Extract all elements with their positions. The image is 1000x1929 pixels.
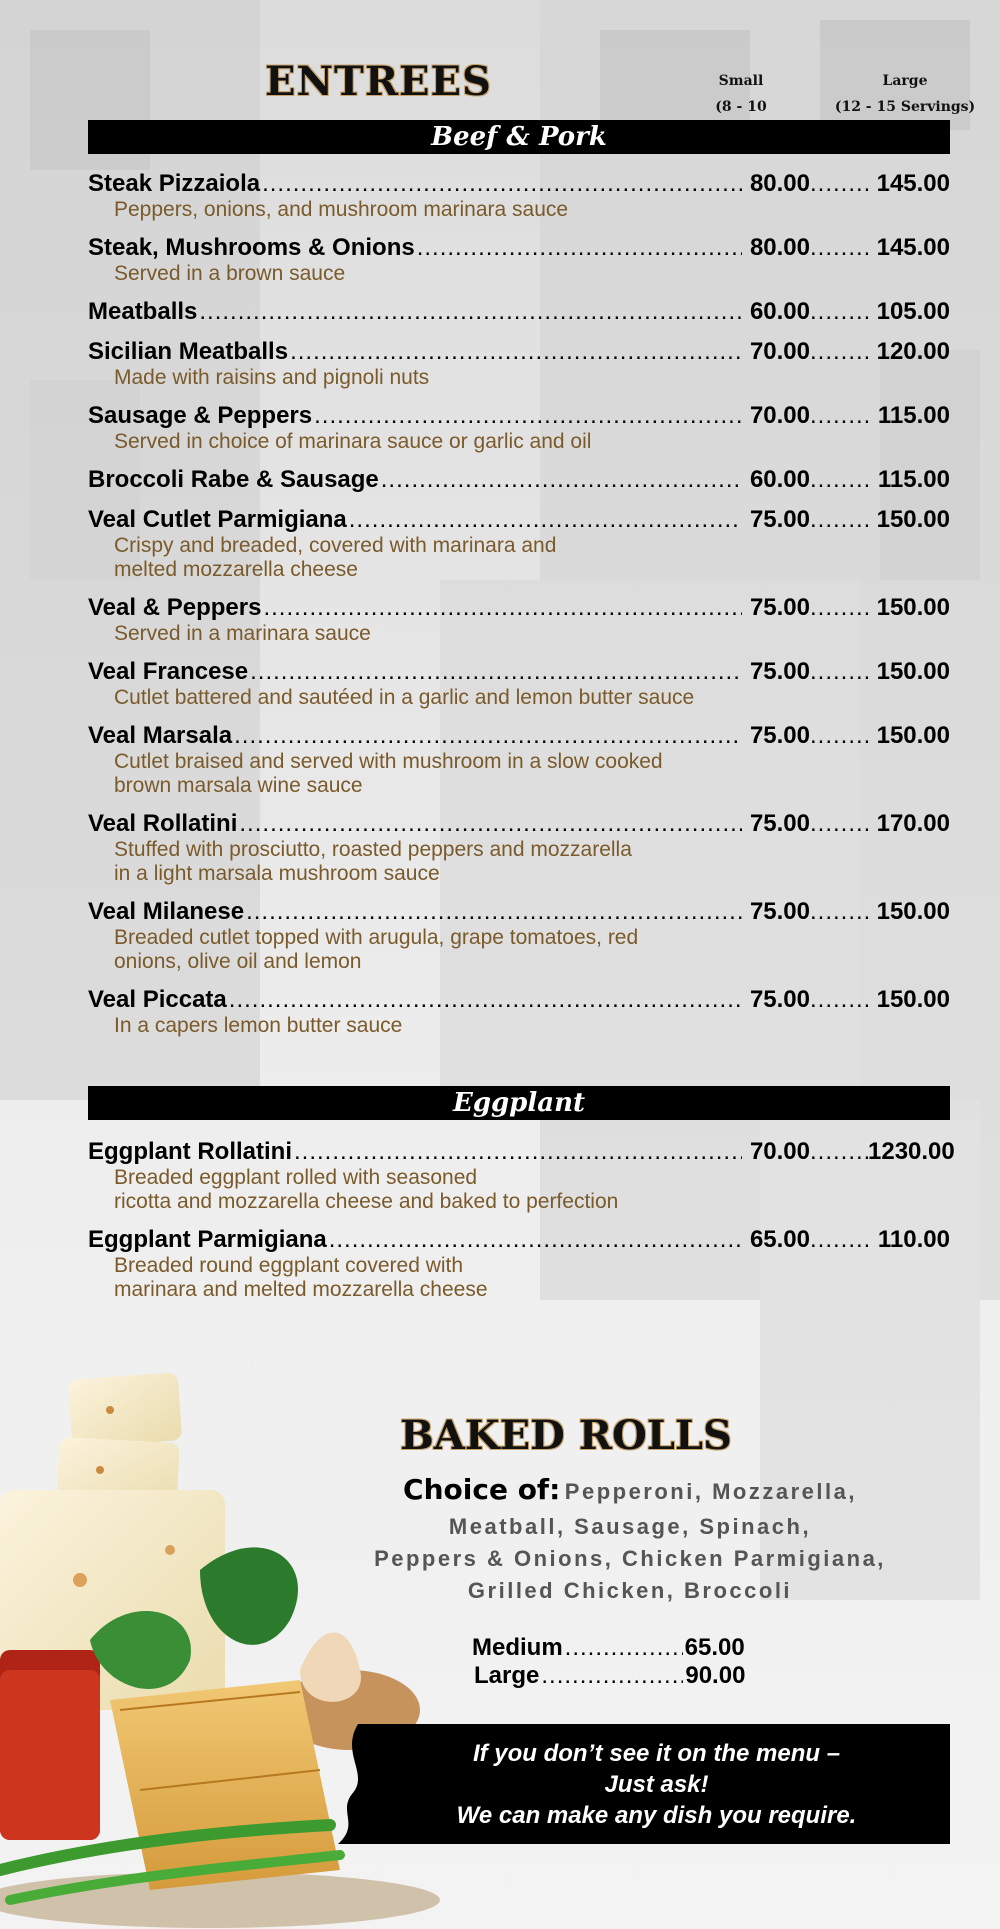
- menu-item: [88, 502, 950, 582]
- menu-item-description: Served in a brown sauce: [114, 262, 346, 285]
- price-small: 75.00: [749, 898, 810, 925]
- price-small: 80.00: [749, 170, 810, 197]
- menu-item-row: [88, 718, 950, 750]
- menu-item-name: Veal Cutlet Parmigiana: [88, 506, 347, 533]
- roll-price-row: [472, 1634, 745, 1662]
- dot-leader: [810, 1138, 868, 1166]
- menu-item-description: onions, olive oil and lemon: [114, 950, 362, 973]
- menu-item-row: [88, 1222, 950, 1254]
- dot-leader: [294, 1138, 742, 1166]
- custom-order-note: [363, 1724, 950, 1844]
- dot-leader: [234, 722, 742, 750]
- menu-item-row: [88, 502, 950, 534]
- dot-leader: [381, 466, 742, 494]
- note-line: If you don’t see it on the menu –: [472, 1740, 841, 1767]
- dot-leader: [810, 234, 868, 262]
- menu-item-description: Peppers, onions, and mushroom marinara sauce: [114, 198, 569, 221]
- menu-item-description: Served in choice of marinara sauce or garlic and oil: [114, 430, 592, 453]
- entrees-title: ENTREES: [265, 58, 492, 105]
- menu-item: [88, 1222, 950, 1302]
- menu-item-description: Cutlet battered and sautéed in a garlic and lemon butter sauce: [114, 686, 695, 709]
- menu-item-name: Sausage & Peppers: [88, 402, 313, 429]
- dot-leader: [417, 234, 742, 262]
- menu-item: [88, 590, 950, 646]
- dot-leader: [329, 1226, 742, 1254]
- price-large: 145.00: [876, 234, 950, 261]
- menu-item-row: [88, 230, 950, 262]
- price-small: 75.00: [749, 810, 810, 837]
- dot-leader: [810, 658, 868, 686]
- dot-leader: [810, 594, 868, 622]
- menu-item: [88, 982, 950, 1038]
- dot-leader: [810, 466, 868, 494]
- dot-leader: [290, 338, 742, 366]
- price-small: 75.00: [749, 658, 810, 685]
- section-header-eggplant: Eggplant: [88, 1086, 950, 1120]
- menu-item-row: [88, 398, 950, 430]
- menu-item-description: Crispy and breaded, covered with marinara and: [114, 534, 557, 557]
- dot-leader: [810, 298, 868, 326]
- price-large: 170.00: [876, 810, 950, 837]
- price-small: 75.00: [749, 722, 810, 749]
- roll-price-row: [472, 1662, 745, 1690]
- menu-item-row: [88, 294, 950, 326]
- menu-item-description: brown marsala wine sauce: [114, 774, 363, 797]
- dot-leader: [263, 594, 742, 622]
- note-line: We can make any dish you require.: [456, 1802, 857, 1829]
- choice-line: Pepperoni, Mozzarella,: [564, 1479, 857, 1504]
- price-small: 75.00: [749, 594, 810, 621]
- menu-item-name: Eggplant Parmigiana: [88, 1226, 327, 1253]
- price-small: 80.00: [749, 234, 810, 261]
- roll-size: Large: [474, 1662, 540, 1689]
- baked-rolls-choices: [350, 1474, 910, 1607]
- menu-item: [88, 398, 950, 454]
- menu-item-description: Breaded eggplant rolled with seasoned: [114, 1166, 478, 1189]
- size-small-servings: (8 - 10: [715, 99, 767, 115]
- price-small: 60.00: [749, 466, 810, 493]
- menu-item: [88, 894, 950, 974]
- menu-item-row: [88, 894, 950, 926]
- dot-leader: [250, 658, 742, 686]
- roll-size: Medium: [472, 1634, 563, 1661]
- menu-item-description: Breaded cutlet topped with arugula, grape tomatoes, red: [114, 926, 639, 949]
- price-large: 105.00: [876, 298, 950, 325]
- roll-price-list: [472, 1634, 745, 1690]
- menu-item-name: Veal Milanese: [88, 898, 245, 925]
- roll-price: 90.00: [685, 1662, 746, 1689]
- price-large: 110.00: [877, 1226, 950, 1253]
- menu-item-description: Stuffed with prosciutto, roasted peppers and mozzarella: [114, 838, 632, 861]
- dot-leader: [199, 298, 742, 326]
- dot-leader: [810, 1226, 868, 1254]
- menu-item-description: melted mozzarella cheese: [114, 558, 358, 581]
- dot-leader: [246, 898, 742, 926]
- price-large: 150.00: [876, 898, 950, 925]
- menu-item-name: Steak, Mushrooms & Onions: [88, 234, 415, 261]
- price-large: 145.00: [876, 170, 950, 197]
- menu-item-description: Served in a marinara sauce: [114, 622, 371, 645]
- menu-item-description: Cutlet braised and served with mushroom in a slow cooked: [114, 750, 663, 773]
- menu-item-name: Meatballs: [88, 298, 198, 325]
- price-small: 70.00: [749, 402, 810, 429]
- menu-item-row: [88, 1134, 955, 1166]
- menu-item: [88, 334, 950, 390]
- price-large: 115.00: [877, 466, 950, 493]
- menu-item-row: [88, 334, 950, 366]
- price-small: 65.00: [749, 1226, 810, 1253]
- dot-leader: [810, 170, 868, 198]
- dot-leader: [810, 898, 868, 926]
- dot-leader: [565, 1634, 683, 1662]
- menu-item-name: Steak Pizzaiola: [88, 170, 261, 197]
- menu-item: [88, 294, 950, 326]
- price-small: 60.00: [749, 298, 810, 325]
- price-large: 150.00: [876, 506, 950, 533]
- menu-item: [88, 462, 950, 494]
- choice-line: Grilled Chicken, Broccoli: [467, 1578, 793, 1603]
- menu-item-name: Veal Francese: [88, 658, 249, 685]
- menu-item-name: Veal & Peppers: [88, 594, 262, 621]
- dot-leader: [810, 986, 868, 1014]
- menu-item-name: Broccoli Rabe & Sausage: [88, 466, 379, 493]
- price-small: 75.00: [749, 506, 810, 533]
- eggplant-item-list: [88, 1134, 955, 1310]
- dot-leader: [810, 402, 868, 430]
- menu-item: [88, 166, 950, 222]
- price-large: 150.00: [876, 658, 950, 685]
- menu-item-name: Eggplant Rollatini: [88, 1138, 292, 1165]
- menu-item-name: Veal Piccata: [88, 986, 227, 1013]
- dot-leader: [239, 810, 742, 838]
- menu-item-description: Breaded round eggplant covered with: [114, 1254, 464, 1277]
- price-small: 75.00: [749, 986, 810, 1013]
- roll-price: 65.00: [684, 1634, 745, 1661]
- price-small: 70.00: [749, 1138, 810, 1165]
- menu-item-row: [88, 166, 950, 198]
- menu-item-row: [88, 654, 950, 686]
- section-header-beef-pork: Beef & Pork: [88, 120, 950, 154]
- note-line: Just ask!: [604, 1771, 709, 1798]
- menu-item-description: marinara and melted mozzarella cheese: [114, 1278, 488, 1301]
- dot-leader: [262, 170, 742, 198]
- menu-item-row: [88, 806, 950, 838]
- dot-leader: [229, 986, 742, 1014]
- menu-item-description: In a capers lemon butter sauce: [114, 1014, 403, 1037]
- price-large: 150.00: [876, 986, 950, 1013]
- dot-leader: [314, 402, 742, 430]
- dot-leader: [810, 506, 868, 534]
- menu-item-name: Sicilian Meatballs: [88, 338, 289, 365]
- menu-item-name: Veal Rollatini: [88, 810, 238, 837]
- price-large: 115.00: [877, 402, 950, 429]
- menu-item-description: Made with raisins and pignoli nuts: [114, 366, 430, 389]
- choice-line: Peppers & Onions, Chicken Parmigiana,: [374, 1546, 886, 1571]
- price-large: 1230.00: [868, 1138, 955, 1165]
- menu-item: [88, 1134, 955, 1214]
- menu-item: [88, 230, 950, 286]
- dot-leader: [349, 506, 742, 534]
- size-large-label: Large: [882, 73, 928, 89]
- menu-item-row: [88, 590, 950, 622]
- size-large-servings: (12 - 15 Servings): [834, 99, 976, 115]
- menu-item-row: [88, 462, 950, 494]
- price-large: 150.00: [876, 722, 950, 749]
- choice-label: Choice of:: [403, 1473, 561, 1506]
- size-large-header: [815, 68, 995, 120]
- menu-item: [88, 806, 950, 886]
- beef-pork-item-list: [88, 166, 950, 1046]
- size-small-label: Small: [718, 73, 764, 89]
- menu-item-name: Veal Marsala: [88, 722, 233, 749]
- choice-line: Meatball, Sausage, Spinach,: [448, 1514, 812, 1539]
- dot-leader: [810, 722, 868, 750]
- baked-rolls-title: BAKED ROLLS: [400, 1412, 732, 1459]
- dot-leader: [810, 338, 868, 366]
- menu-item: [88, 718, 950, 798]
- menu-item-description: ricotta and mozzarella cheese and baked to perfection: [114, 1190, 619, 1213]
- menu-item-row: [88, 982, 950, 1014]
- price-small: 70.00: [749, 338, 810, 365]
- dot-leader: [541, 1662, 683, 1690]
- price-large: 150.00: [876, 594, 950, 621]
- dot-leader: [810, 810, 868, 838]
- menu-item: [88, 654, 950, 710]
- menu-item-description: in a light marsala mushroom sauce: [114, 862, 440, 885]
- price-large: 120.00: [876, 338, 950, 365]
